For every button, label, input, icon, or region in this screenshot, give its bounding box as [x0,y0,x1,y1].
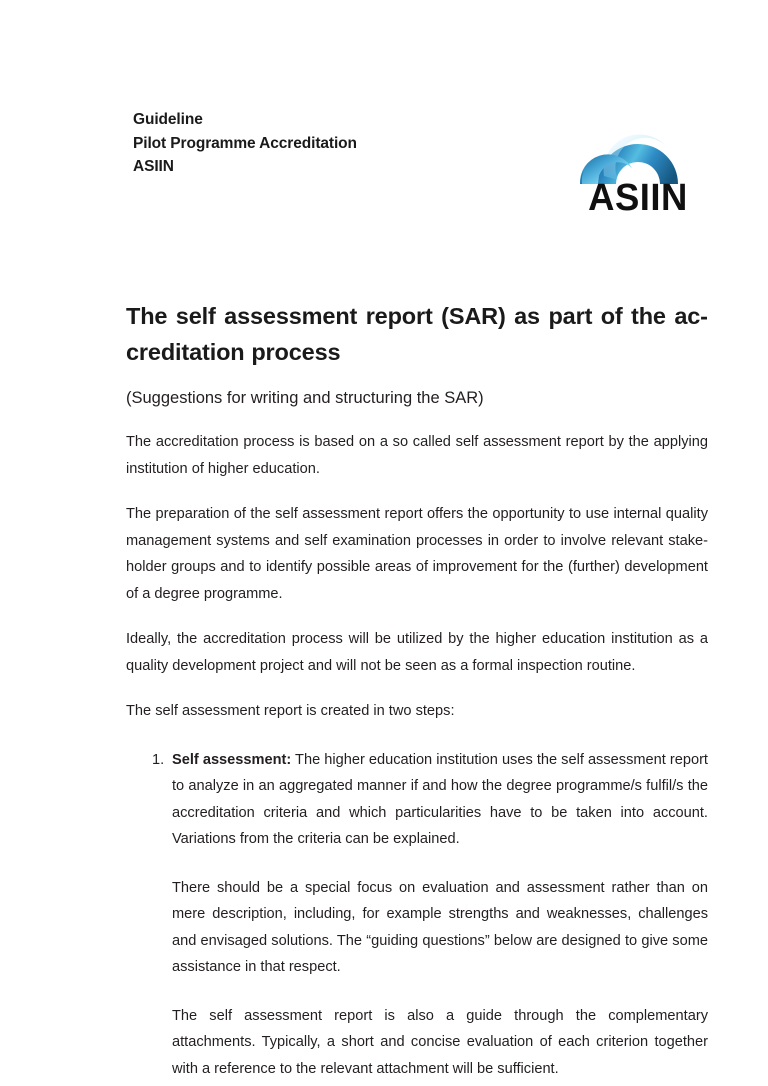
document-header [133,108,708,228]
paragraph-3: Ideally, the accreditation process will be utilized by the higher education institution as a quality development project and will not be seen as a formal inspection routine. [126,631,708,674]
list-item-text [172,747,708,853]
asiin-wordmark: ASIIN [588,177,688,219]
paragraph-4: The self assessment report is created in two steps: [126,703,455,719]
list-item-body: The higher education institution uses the self assessment report to analyze in an aggregated manner if and how the degree programme/s fulfil/s the accreditation criteria and which particularities have to be taken into account. Variations from the criteria can be explained. [172,751,708,847]
header-line-asiin: ASIIN [133,158,174,175]
document-body [126,298,708,1082]
page-subtitle: (Suggestions for writing and structuring the SAR) [126,389,484,407]
header-line-guideline: Guideline [133,111,203,128]
asiin-logo [574,118,702,228]
header-title-block [133,108,357,179]
page-title: The self assessment report (SAR) as part of the accreditation process [126,303,708,365]
list-item-lead: Self assessment: [172,751,292,768]
list-item-extra-1: There should be a special focus on evaluation and assessment rather than on mere description, including, for example strengths and weaknesses, challenges and envisaged solutions. The “guiding questions” below are designed to give some assistance in that respect. [172,879,708,975]
steps-list [126,725,708,1083]
list-item-marker: 1. [152,751,165,768]
list-item [126,725,708,1083]
paragraph-2: The preparation of the self assessment report offers the opportunity to use internal quality management systems and self examination processes in order to involve relevant stakeholder groups and to identify possible areas of improvement for the (further) development of a degree programme. [126,506,708,602]
header-line-programme: Pilot Programme Accreditation [133,134,357,152]
asiin-arch-logo [574,118,702,184]
list-item-extra-2: The self assessment report is also a guide through the complementary attachments. Typically, a short and concise evaluation of each criterion together with a reference to the relevant attachment will be sufficient. [172,1007,708,1077]
paragraph-1: The accreditation process is based on a so called self assessment report by the applying institution of higher education. [126,434,708,477]
